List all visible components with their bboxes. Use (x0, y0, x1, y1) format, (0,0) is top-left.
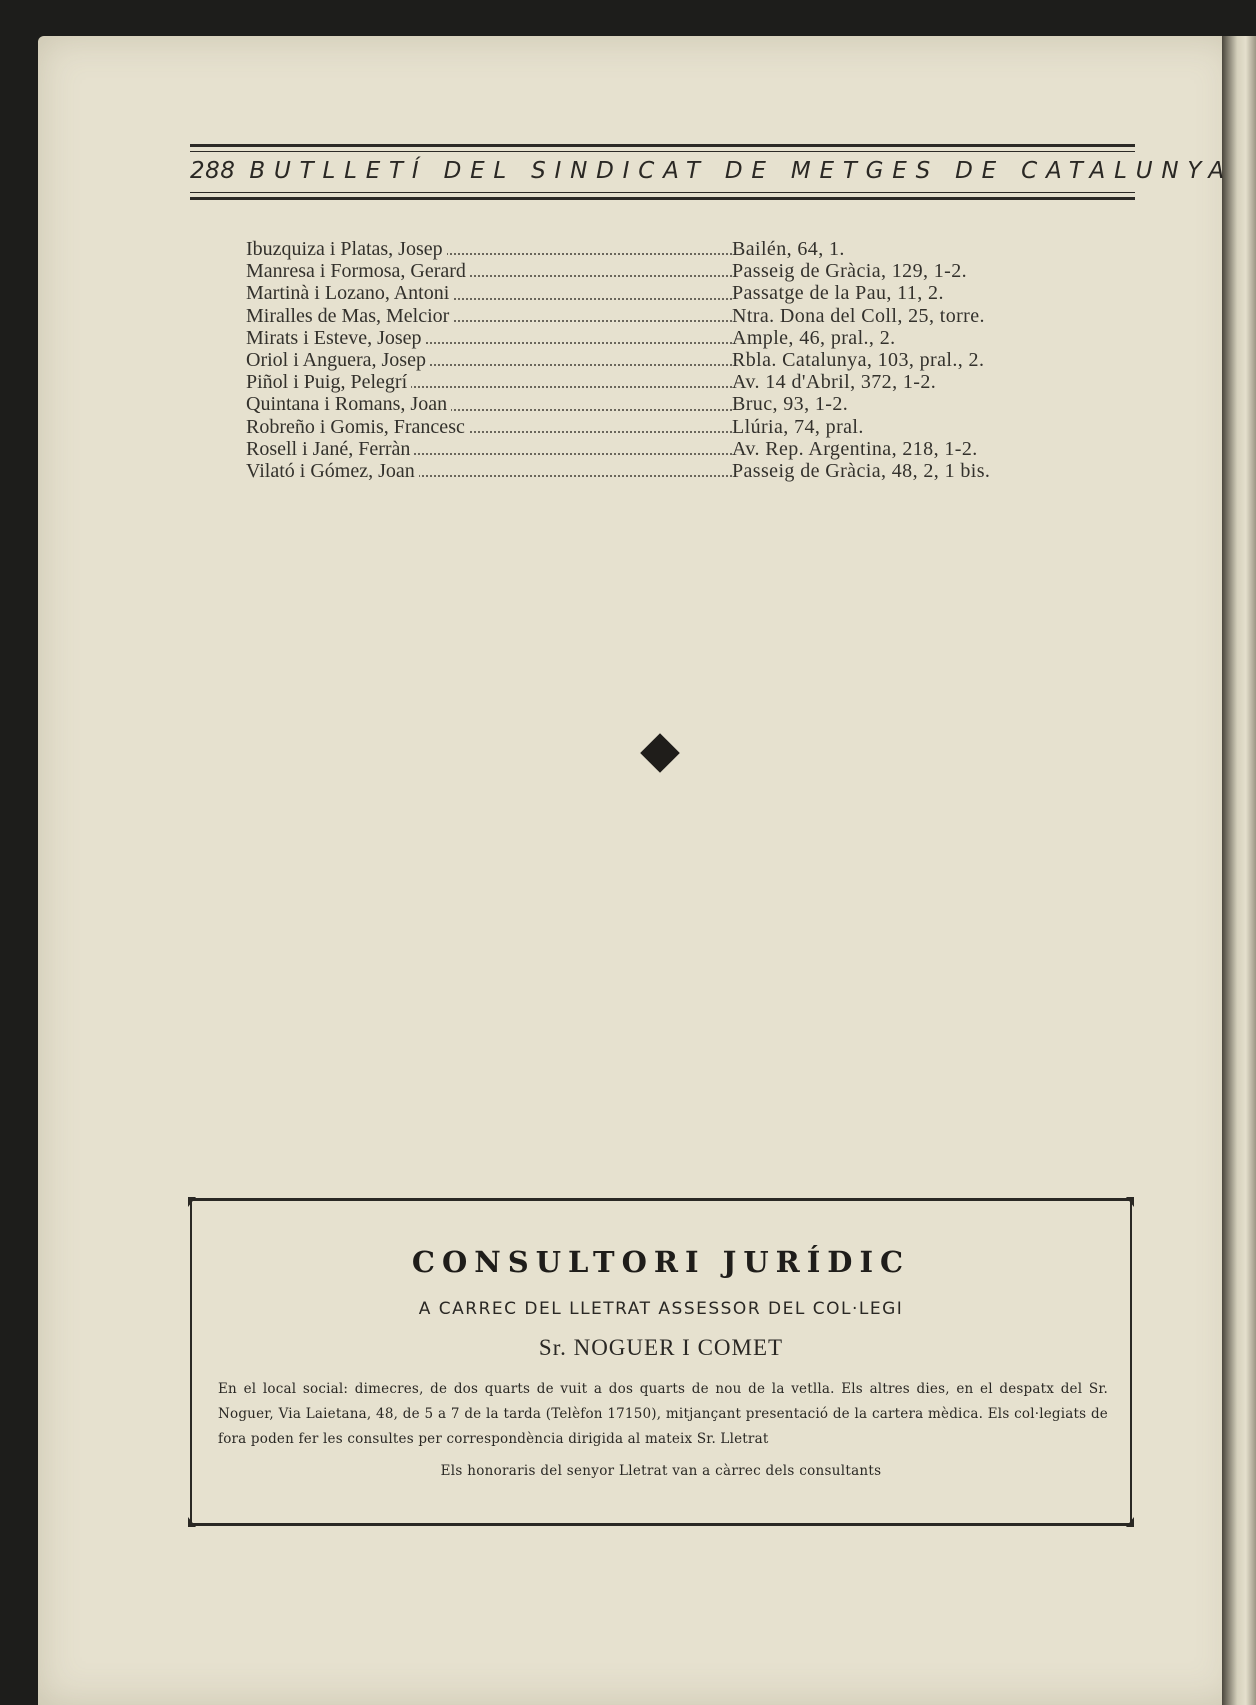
member-address: Rbla. Catalunya, 103, pral., 2. (732, 348, 985, 371)
header-rule-top (190, 144, 1135, 147)
member-address: Passeig de Gràcia, 129, 1-2. (732, 260, 968, 283)
list-item (246, 393, 1076, 415)
member-name: Miralles de Mas, Melcior (246, 305, 453, 327)
header-rule-bottom-thin (190, 192, 1135, 193)
member-name: Quintana i Romans, Joan (246, 393, 451, 415)
running-header (190, 158, 1233, 184)
page-edge (1222, 36, 1256, 1705)
member-name: Rosell i Jané, Ferràn (246, 438, 414, 460)
member-address: Ample, 46, pral., 2. (732, 326, 896, 349)
member-address: Bruc, 93, 1-2. (732, 393, 849, 416)
list-item (246, 260, 1076, 282)
legal-consultancy-notice (190, 1198, 1132, 1526)
member-name: Ibuzquiza i Platas, Josep (246, 238, 447, 260)
member-address: Passatge de la Pau, 11, 2. (732, 282, 944, 305)
member-name: Mirats i Esteve, Josep (246, 327, 426, 349)
list-item (246, 416, 1076, 438)
member-name: Robreño i Gomis, Francesc (246, 416, 469, 438)
notice-subtitle: A CARREC DEL LLETRAT ASSESSOR DEL COL·LEGI (418, 1299, 904, 1319)
list-item (246, 349, 1076, 371)
member-name: Oriol i Anguera, Josep (246, 349, 430, 371)
member-address: Av. Rep. Argentina, 218, 1-2. (732, 437, 978, 460)
notice-footer: Els honoraris del senyor Lletrat van a càrrec dels consultants (440, 1463, 882, 1479)
list-item (246, 438, 1076, 460)
member-address: Bailén, 64, 1. (732, 238, 845, 260)
header-rule-top-thin (190, 151, 1135, 152)
notice-body: En el local social: dimecres, de dos quarts de vuit a dos quarts de nou de la vetlla. Els altres dies, en el despatx del Sr. Noguer, Via Laietana, 48, de 5 a 7 de la tarda (Telèfon 17150), mitjançant presentació de la cartera mèdica. Els col·legiats de fora poden fer les consultes per correspondència dirigida al mateix Sr. Lletrat (218, 1381, 1108, 1447)
list-item (246, 305, 1076, 327)
member-list (246, 238, 1076, 482)
member-address: Passeig de Gràcia, 48, 2, 1 bis. (732, 459, 991, 482)
member-address: Av. 14 d'Abril, 372, 1-2. (732, 371, 937, 394)
member-address: Ntra. Dona del Coll, 25, torre. (732, 304, 985, 327)
list-item (246, 282, 1076, 304)
list-item (246, 371, 1076, 393)
notice-person: Sr. NOGUER I COMET (538, 1335, 784, 1360)
member-address: Llúria, 74, pral. (732, 415, 864, 438)
member-name: Vilató i Gómez, Joan (246, 460, 419, 482)
member-name: Martinà i Lozano, Antoni (246, 282, 453, 304)
header-rule-bottom (190, 197, 1135, 200)
notice-title: CONSULTORI JURÍDIC (411, 1245, 911, 1279)
member-name: Manresa i Formosa, Gerard (246, 260, 470, 282)
page-number: 288 (190, 158, 236, 184)
list-item (246, 327, 1076, 349)
journal-title: BUTLLETÍ DEL SINDICAT DE METGES DE CATALUNYA (249, 158, 1233, 184)
list-item (246, 460, 1076, 482)
list-item (246, 238, 1076, 260)
member-name: Piñol i Puig, Pelegrí (246, 371, 411, 393)
